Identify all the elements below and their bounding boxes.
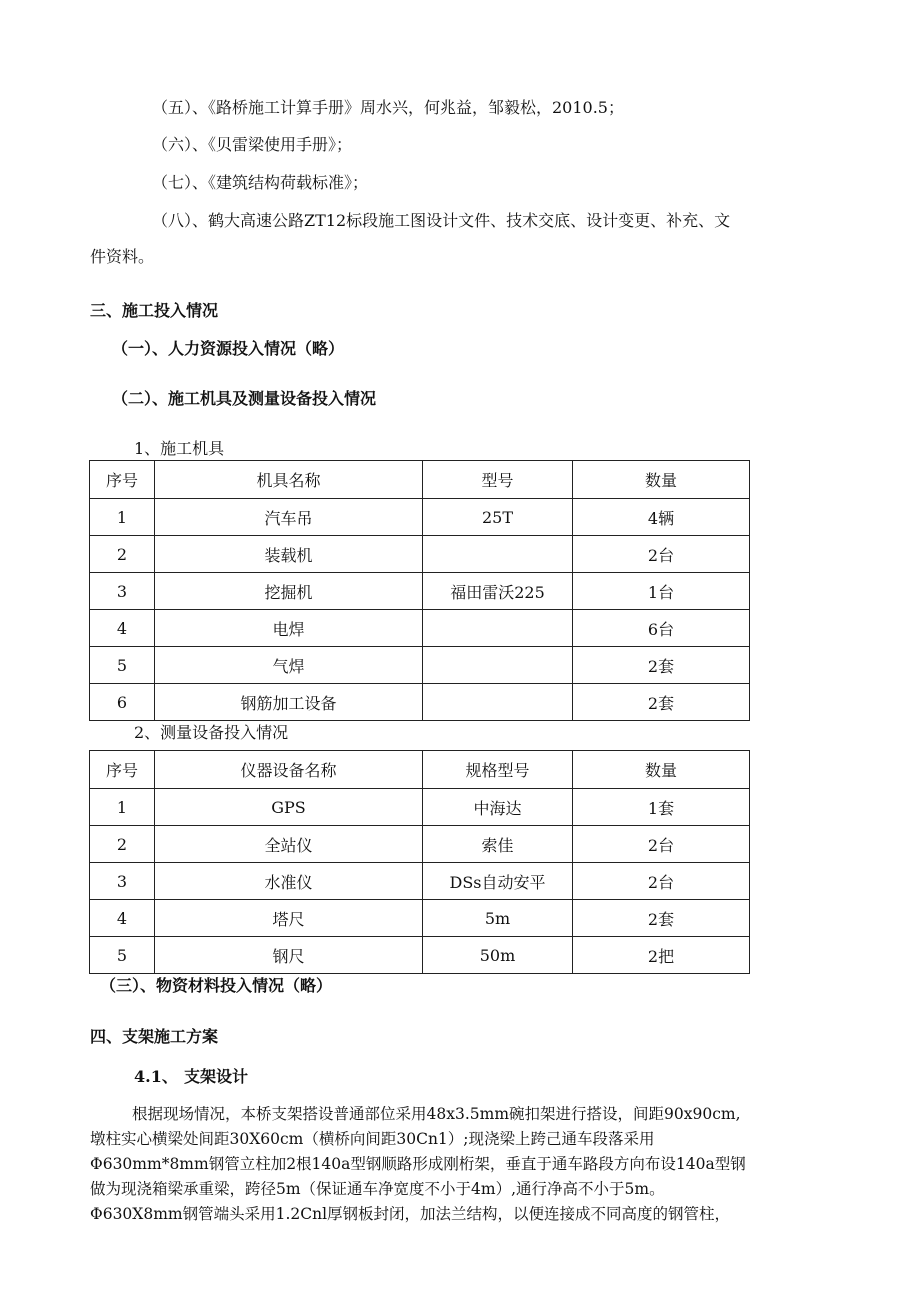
table-cell: 全站仪: [155, 826, 423, 863]
table-row: [90, 499, 750, 536]
table-cell: 50m: [423, 937, 573, 974]
table-cell: 5: [90, 647, 155, 684]
table-cell: 水准仪: [155, 863, 423, 900]
table-cell: [423, 610, 573, 647]
subsection-heading: 支架设计: [184, 1067, 249, 1086]
table-row: [90, 863, 750, 900]
table-cell: 2把: [573, 937, 750, 974]
reference-item-continuation: 件资料。: [90, 247, 155, 266]
table-cell: [423, 684, 573, 721]
table-header-cell: 仪器设备名称: [155, 751, 423, 789]
paragraph-line: 根据现场情况，本桥支架搭设普通部位采用48x3.5mm碗扣架进行搭设，间距90x90cm,: [132, 1105, 741, 1123]
reference-item: （八）、鹤大高速公路ZT12标段施工图设计文件、技术交底、设计变更、补充、文: [152, 211, 731, 230]
table-cell: 1: [90, 499, 155, 536]
table-row: [90, 900, 750, 937]
table-cell: 5m: [423, 900, 573, 937]
body-paragraph: [90, 1102, 820, 1227]
section-heading: 四、支架施工方案: [90, 1027, 219, 1046]
table-cell: 2套: [573, 684, 750, 721]
table-cell: 2: [90, 826, 155, 863]
table-header-cell: 规格型号: [423, 751, 573, 789]
reference-item: （五）、《路桥施工计算手册》周水兴，何兆益，邹毅松，2010.5；: [152, 98, 624, 117]
table-row: [90, 610, 750, 647]
table-header-cell: 数量: [573, 461, 750, 499]
table-row: [90, 684, 750, 721]
table-cell: 2台: [573, 826, 750, 863]
survey-equipment-table: [89, 750, 750, 974]
table-cell: 3: [90, 863, 155, 900]
table-cell: 2套: [573, 900, 750, 937]
table-header-cell: 序号: [90, 461, 155, 499]
table-cell: [423, 647, 573, 684]
subsection-heading: （三）、物资材料投入情况（略）: [100, 976, 333, 995]
table-cell: 2: [90, 536, 155, 573]
table-cell: 3: [90, 573, 155, 610]
table-cell: 塔尺: [155, 900, 423, 937]
paragraph-line: Φ630X8mm钢管端头采用1.2Cnl厚钢板封闭，加法兰结构，以便连接成不同高度的钢管柱，: [90, 1205, 731, 1223]
table-row: [90, 937, 750, 974]
paragraph-line: 做为现浇箱梁承重梁，跨径5m（保证通车净宽度不小于4m）,通行净高不小于5m。: [90, 1180, 665, 1198]
table-row: [90, 789, 750, 826]
table-header-cell: 机具名称: [155, 461, 423, 499]
section-heading: 三、施工投入情况: [90, 301, 219, 320]
table-row: [90, 573, 750, 610]
reference-item: （七）、《建筑结构荷载标准》；: [152, 173, 369, 192]
table-cell: GPS: [155, 789, 423, 826]
table-caption: 1、施工机具: [134, 439, 225, 458]
table-cell: DSs自动安平: [423, 863, 573, 900]
table-cell: 汽车吊: [155, 499, 423, 536]
equipment-table: [89, 460, 750, 721]
subsection-heading: （一）、人力资源投入情况（略）: [112, 339, 345, 358]
table-cell: 6: [90, 684, 155, 721]
table-cell: 中海达: [423, 789, 573, 826]
table-cell: 1: [90, 789, 155, 826]
table-cell: 2台: [573, 863, 750, 900]
table-row: [90, 647, 750, 684]
table-cell: 6台: [573, 610, 750, 647]
table-cell: 电焊: [155, 610, 423, 647]
table-cell: 钢筋加工设备: [155, 684, 423, 721]
table-header-cell: 型号: [423, 461, 573, 499]
table-cell: 钢尺: [155, 937, 423, 974]
paragraph-line: Φ630mm*8mm钢管立柱加2根140a型钢顺路形成刚桁架，垂直于通车路段方向布设140a型钢: [90, 1155, 746, 1173]
table-cell: 2套: [573, 647, 750, 684]
table-cell: 5: [90, 937, 155, 974]
table-row: [90, 826, 750, 863]
table-cell: 挖掘机: [155, 573, 423, 610]
subsection-heading: （二）、施工机具及测量设备投入情况: [112, 389, 377, 408]
reference-item: （六）、《贝雷梁使用手册》；: [152, 135, 353, 154]
table-caption: 2、测量设备投入情况: [134, 723, 289, 742]
table-cell: 1台: [573, 573, 750, 610]
table-cell: 气焊: [155, 647, 423, 684]
subsection-number: 4.1、: [134, 1067, 178, 1086]
table-cell: 4辆: [573, 499, 750, 536]
table-cell: 索佳: [423, 826, 573, 863]
table-cell: 4: [90, 610, 155, 647]
table-cell: 装载机: [155, 536, 423, 573]
paragraph-line: 墩柱实心横梁处间距30X60cm（横桥向间距30Cn1）;现浇梁上跨己通车段落采用: [90, 1130, 655, 1148]
table-cell: 2台: [573, 536, 750, 573]
table-cell: 1套: [573, 789, 750, 826]
table-header-cell: 数量: [573, 751, 750, 789]
table-header-cell: 序号: [90, 751, 155, 789]
table-row: [90, 536, 750, 573]
table-cell: 25T: [423, 499, 573, 536]
table-cell: [423, 536, 573, 573]
table-cell: 福田雷沃225: [423, 573, 573, 610]
table-cell: 4: [90, 900, 155, 937]
